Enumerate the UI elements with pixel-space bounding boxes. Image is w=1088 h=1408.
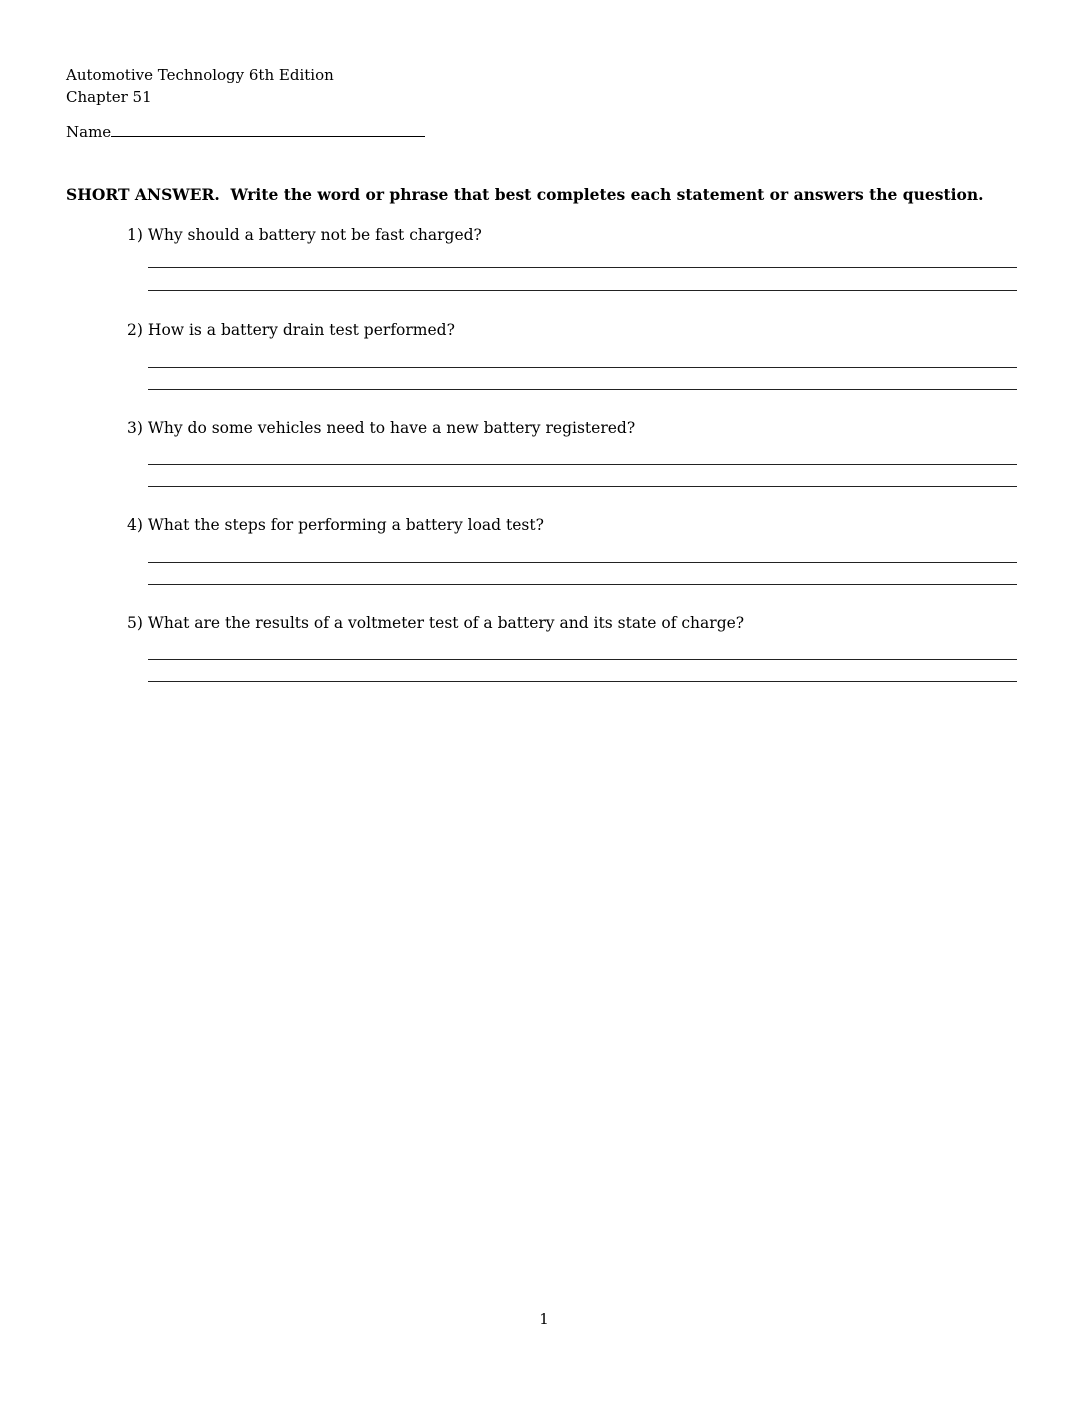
answer-line xyxy=(148,290,1017,291)
name-blank-line xyxy=(111,121,425,137)
question-number: 3) xyxy=(127,419,143,437)
answer-line xyxy=(148,659,1017,660)
header-chapter: Chapter 51 xyxy=(66,88,152,106)
document-header xyxy=(66,64,334,108)
question-number: 4) xyxy=(127,516,143,534)
question-item-3 xyxy=(127,419,635,437)
answer-line xyxy=(148,389,1017,390)
question-item-5 xyxy=(127,614,744,632)
question-item-1 xyxy=(127,226,482,244)
question-text: How is a battery drain test performed? xyxy=(147,321,455,339)
question-item-4 xyxy=(127,516,544,534)
question-text: What the steps for performing a battery load test? xyxy=(147,516,544,534)
answer-line xyxy=(148,267,1017,268)
question-text: Why should a battery not be fast charged? xyxy=(147,226,482,244)
question-text: What are the results of a voltmeter test of a battery and its state of charge? xyxy=(147,614,745,632)
answer-line xyxy=(148,681,1017,682)
answer-line xyxy=(148,464,1017,465)
question-number: 1) xyxy=(127,226,143,244)
question-number: 2) xyxy=(127,321,143,339)
question-item-2 xyxy=(127,321,455,339)
answer-line xyxy=(148,367,1017,368)
page-number: 1 xyxy=(539,1310,549,1328)
name-label: Name xyxy=(66,123,112,141)
answer-line xyxy=(148,486,1017,487)
name-row xyxy=(66,121,425,141)
answer-line xyxy=(148,584,1017,585)
section-instructions: SHORT ANSWER. Write the word or phrase that best completes each statement or answers the question. xyxy=(66,185,984,204)
answer-line xyxy=(148,562,1017,563)
header-title: Automotive Technology 6th Edition xyxy=(66,66,334,84)
question-number: 5) xyxy=(127,614,143,632)
question-text: Why do some vehicles need to have a new battery registered? xyxy=(147,419,636,437)
